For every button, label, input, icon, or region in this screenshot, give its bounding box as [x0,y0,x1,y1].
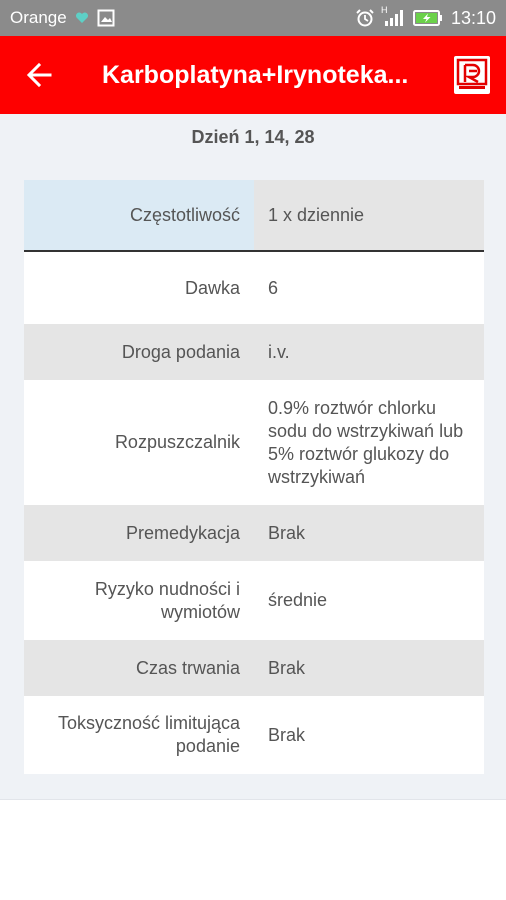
row-label: Premedykacja [125,522,240,543]
row-label: Dawka [184,277,240,298]
row-label: Częstotliwość [24,180,254,250]
table-row [24,640,484,696]
heart-notification-icon [75,11,89,25]
dosage-table [24,180,484,774]
row-value: Brak [268,522,306,543]
battery-charging-icon [413,9,443,27]
status-bar [0,0,506,36]
row-value: Brak [268,657,306,678]
row-value: 0.9% roztwór chlorku sodu do wstrzykiwań lub 5% roztwór glukozy do wstrzykiwań [268,397,464,487]
app-logo[interactable] [454,56,490,94]
row-label: Ryzyko nudności i wymiotów [94,578,240,622]
table-row [24,252,484,324]
table-row [24,696,484,774]
row-value: 6 [268,277,279,298]
arrow-back-icon [26,62,52,88]
app-bar [0,36,506,114]
logo-icon [456,58,488,92]
network-type: H [380,5,388,15]
row-value: średnie [268,590,328,610]
carrier-name: Orange [10,8,67,27]
table-row [24,180,484,252]
table-row [24,324,484,380]
table-row [24,561,484,640]
back-button[interactable] [0,36,78,114]
row-value: Brak [268,724,306,745]
row-label: Rozpuszczalnik [114,432,240,452]
clock: 13:10 [450,7,496,28]
page-title: Karboplatyna+Irynoteka... [102,60,409,89]
table-row [24,505,484,561]
row-value: 1 x dziennie [254,180,484,250]
gallery-notification-icon [97,9,115,27]
day-header: Dzień 1, 14, 28 [191,126,315,147]
row-label: Czas trwania [135,657,240,678]
row-label: Droga podania [121,341,240,362]
signal-icon [380,5,405,27]
row-label: Toksyczność limitująca podanie [57,713,240,756]
table-row [24,380,484,505]
alarm-icon [355,8,375,28]
row-value: i.v. [268,341,290,362]
content-area [0,114,506,800]
